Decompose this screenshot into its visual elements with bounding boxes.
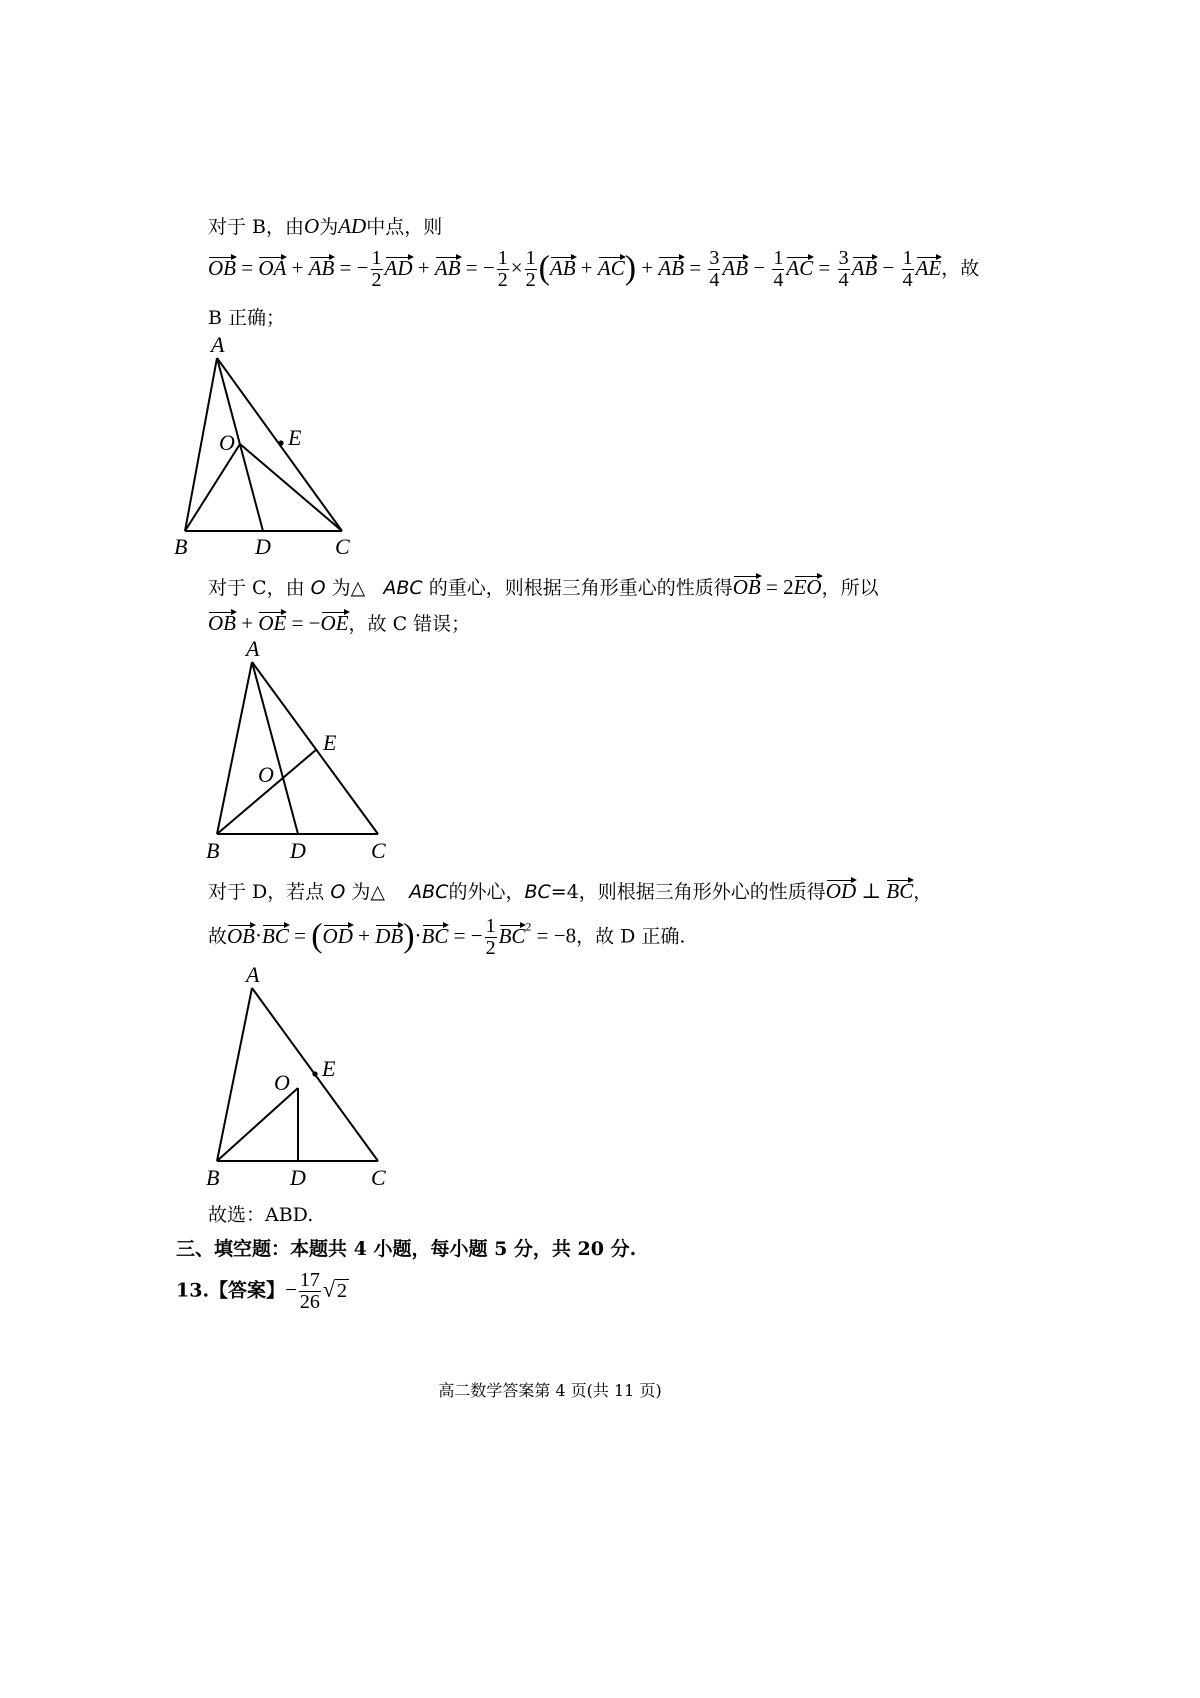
label-a: A xyxy=(211,332,225,357)
label-b: B xyxy=(206,838,220,863)
part-b-intro: 对于 B，由O为AD中点，则 xyxy=(208,214,443,238)
label-d: D xyxy=(290,1165,306,1190)
answer-select: 故选：ABD. xyxy=(208,1204,314,1226)
label-a: A xyxy=(246,636,260,661)
part-c-equation: OB + OE = −OE，故 C 错误； xyxy=(208,606,470,636)
label-e: E xyxy=(323,730,337,755)
label-c: C xyxy=(371,838,386,863)
label-c: C xyxy=(335,534,350,559)
part-b-equation: OB = OA + AB = − $\frac{1}{2}$ AD + AB = − $\frac{1}{2}$ × $\frac{1}{2}$ (AB + AC) + AB = $\frac{3}{4}$ AB − $\frac{1}{4}$ AC = $\frac{3}{4}$ AB − $\frac{1}{4}$ AE，故 xyxy=(208,247,980,291)
part-b-conclusion: B 正确； xyxy=(208,307,286,329)
point-e xyxy=(312,1071,317,1076)
label-d: D xyxy=(290,838,306,863)
part-d-intro: 对于 D，若点 O 为△ ABC的外心，BC=4，则根据三角形外心的性质得OD ⊥ BC， xyxy=(208,874,932,904)
figure-d-triangle xyxy=(200,960,400,1195)
label-a: A xyxy=(246,962,260,987)
label-e: E xyxy=(322,1056,336,1081)
label-o: O xyxy=(219,430,235,455)
label-e: E xyxy=(288,425,302,450)
part-d-equation: 故OB·BC = (OD + DB)·BC = − $\frac{1}{2}$ $BC^2 = -8$，故 D 正确. xyxy=(208,915,686,959)
label-o: O xyxy=(274,1070,290,1095)
edge-ac xyxy=(252,662,378,834)
section-3-heading: 三、填空题：本题共 4 小题，每小题 5 分，共 20 分. xyxy=(176,1238,637,1260)
page-footer: 高二数学答案第 4 页(共 11 页) xyxy=(438,1381,662,1400)
figure-b-triangle xyxy=(170,330,370,560)
label-o: O xyxy=(258,762,274,787)
segment-oc xyxy=(240,444,342,531)
label-b: B xyxy=(206,1165,220,1190)
question-13-answer: 13.【答案】− $\frac{17}{26}$ √ 2 xyxy=(176,1269,347,1313)
label-c: C xyxy=(371,1165,386,1190)
label-b: B xyxy=(174,534,188,559)
part-c-intro: 对于 C，由 O 为△ ABC 的重心，则根据三角形重心的性质得OB = 2EO，所以 xyxy=(208,570,879,600)
label-d: D xyxy=(255,534,271,559)
segment-ad xyxy=(252,662,298,834)
figure-c-triangle xyxy=(200,632,400,867)
point-e xyxy=(278,440,283,445)
